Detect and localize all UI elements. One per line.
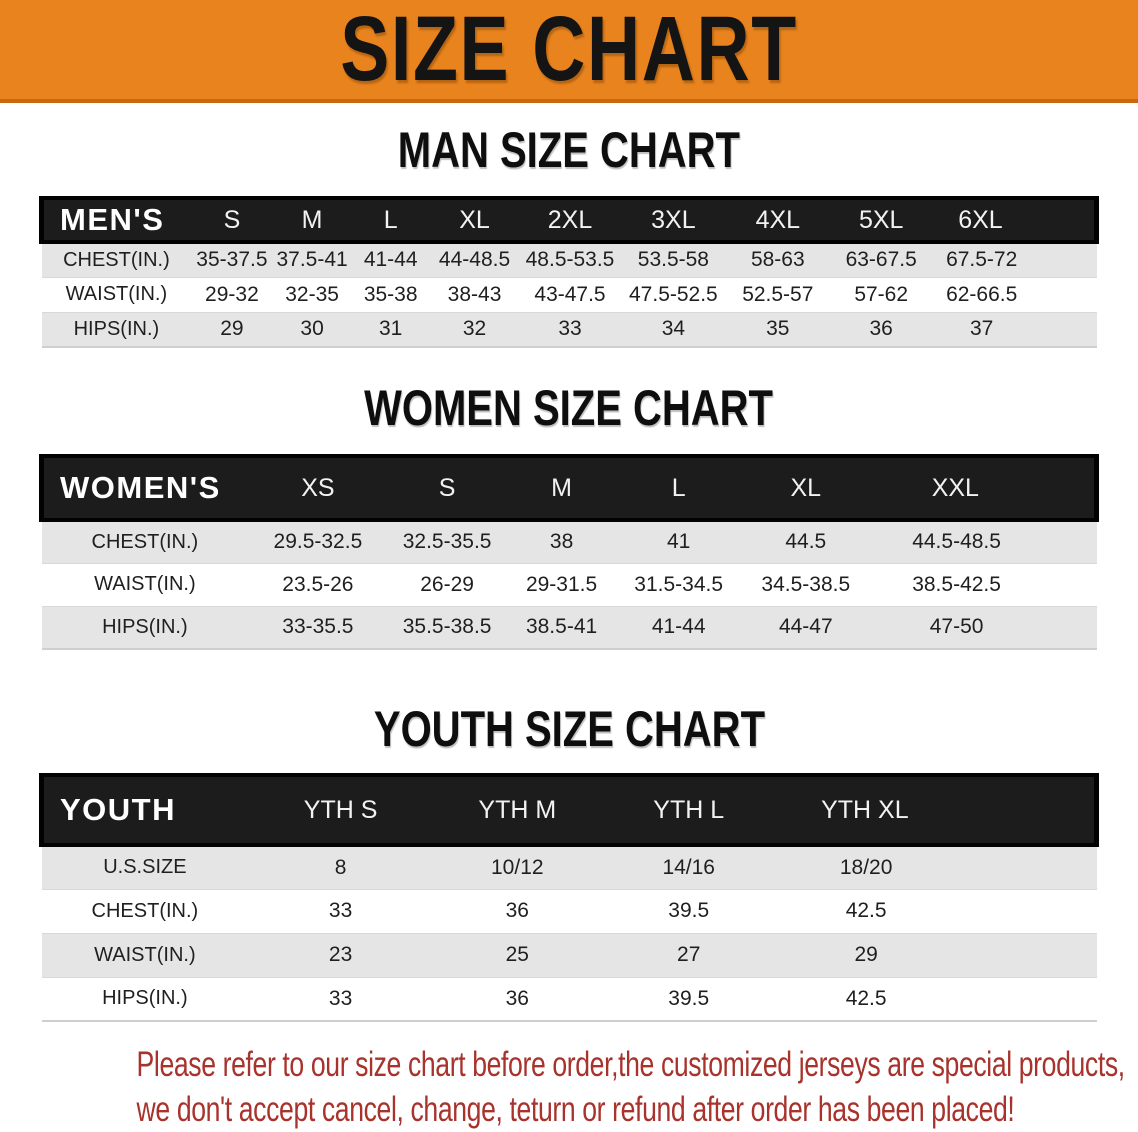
size-value-cell: 41: [616, 520, 740, 563]
table-row: [42, 520, 1097, 563]
youth-size-section: [0, 703, 1138, 1022]
size-column-header: 2XL: [519, 198, 620, 242]
men-size-section: [0, 124, 1138, 348]
size-value-cell: 47-50: [871, 606, 1097, 649]
measure-row-label: CHEST(IN.): [42, 520, 249, 563]
size-column-header: S: [388, 456, 507, 520]
size-value-cell: 33: [248, 889, 433, 933]
size-value-cell: 42.5: [776, 889, 1097, 933]
size-value-cell: 29-32: [191, 277, 272, 312]
size-column-header: 4XL: [726, 198, 829, 242]
size-column-header: L: [352, 198, 430, 242]
youth-size-table: [39, 773, 1099, 1022]
size-value-cell: 35-38: [352, 277, 430, 312]
size-value-cell: 57-62: [830, 277, 933, 312]
women-size-section: [0, 382, 1138, 650]
page-title: [0, 0, 1138, 99]
size-column-header: M: [507, 456, 617, 520]
size-column-header: XXL: [871, 456, 1097, 520]
measure-row-label: WAIST(IN.): [42, 277, 192, 312]
size-value-cell: 36: [433, 977, 602, 1021]
youth-section-title: YOUTH SIZE CHART: [373, 701, 765, 757]
measure-row-label: WAIST(IN.): [42, 563, 249, 606]
table-row: [42, 242, 1097, 277]
size-value-cell: 27: [602, 933, 776, 977]
size-value-cell: 35.5-38.5: [388, 606, 507, 649]
size-column-header: YTH M: [433, 775, 602, 845]
measure-row-label: CHEST(IN.): [42, 889, 249, 933]
size-value-cell: 33: [248, 977, 433, 1021]
women-size-table: [39, 454, 1099, 650]
size-value-cell: 31: [352, 312, 430, 347]
measure-row-label: HIPS(IN.): [42, 606, 249, 649]
size-value-cell: 67.5-72: [933, 242, 1097, 277]
size-column-header: YTH S: [248, 775, 433, 845]
table-row: [42, 606, 1097, 649]
table-row: [42, 889, 1097, 933]
table-row: [42, 277, 1097, 312]
size-value-cell: 47.5-52.5: [621, 277, 726, 312]
size-value-cell: 33-35.5: [248, 606, 387, 649]
table-row: [42, 312, 1097, 347]
size-value-cell: 14/16: [602, 845, 776, 889]
size-value-cell: 39.5: [602, 889, 776, 933]
size-value-cell: 36: [433, 889, 602, 933]
size-value-cell: 38-43: [430, 277, 520, 312]
size-value-cell: 35-37.5: [191, 242, 272, 277]
table-row: [42, 977, 1097, 1021]
size-value-cell: 37.5-41: [273, 242, 352, 277]
size-value-cell: 63-67.5: [830, 242, 933, 277]
size-column-header: XL: [430, 198, 520, 242]
women-section-title: WOMEN SIZE CHART: [364, 380, 774, 436]
size-value-cell: 37: [933, 312, 1097, 347]
size-value-cell: 33: [519, 312, 620, 347]
size-value-cell: 10/12: [433, 845, 602, 889]
table-header-row: [42, 775, 1097, 845]
size-column-header: L: [616, 456, 740, 520]
size-value-cell: 48.5-53.5: [519, 242, 620, 277]
size-column-header: M: [273, 198, 352, 242]
size-value-cell: 44.5-48.5: [871, 520, 1097, 563]
measure-row-label: U.S.SIZE: [42, 845, 249, 889]
size-value-cell: 41-44: [616, 606, 740, 649]
table-corner-label: YOUTH: [42, 775, 249, 845]
page-title-text: SIZE CHART: [340, 0, 798, 100]
size-value-cell: 38.5-41: [507, 606, 617, 649]
size-column-header: XL: [741, 456, 871, 520]
measure-row-label: WAIST(IN.): [42, 933, 249, 977]
disclaimer-line-1: Please refer to our size chart before order,the customized jerseys are special products,: [136, 1045, 1125, 1084]
disclaimer-text: [0, 1042, 1138, 1132]
size-value-cell: 34: [621, 312, 726, 347]
table-row: [42, 845, 1097, 889]
size-value-cell: 52.5-57: [726, 277, 829, 312]
size-value-cell: 32.5-35.5: [388, 520, 507, 563]
table-corner-label: MEN'S: [42, 198, 192, 242]
size-value-cell: 32-35: [273, 277, 352, 312]
size-value-cell: 23.5-26: [248, 563, 387, 606]
table-row: [42, 563, 1097, 606]
measure-row-label: HIPS(IN.): [42, 312, 192, 347]
size-value-cell: 44.5: [741, 520, 871, 563]
size-column-header: 6XL: [933, 198, 1097, 242]
size-value-cell: 38: [507, 520, 617, 563]
size-value-cell: 58-63: [726, 242, 829, 277]
size-column-header: YTH L: [602, 775, 776, 845]
size-value-cell: 42.5: [776, 977, 1097, 1021]
disclaimer-line-2: we don't accept cancel, change, teturn or refund after order has been placed!: [136, 1090, 1015, 1129]
size-value-cell: 44-47: [741, 606, 871, 649]
table-header-row: [42, 198, 1097, 242]
size-value-cell: 38.5-42.5: [871, 563, 1097, 606]
size-value-cell: 36: [830, 312, 933, 347]
size-value-cell: 32: [430, 312, 520, 347]
size-chart-banner: [0, 0, 1138, 103]
size-value-cell: 43-47.5: [519, 277, 620, 312]
measure-row-label: CHEST(IN.): [42, 242, 192, 277]
size-value-cell: 35: [726, 312, 829, 347]
size-column-header: S: [191, 198, 272, 242]
measure-row-label: HIPS(IN.): [42, 977, 249, 1021]
size-value-cell: 26-29: [388, 563, 507, 606]
size-value-cell: 62-66.5: [933, 277, 1097, 312]
size-value-cell: 44-48.5: [430, 242, 520, 277]
size-column-header: YTH XL: [776, 775, 1097, 845]
size-column-header: 3XL: [621, 198, 726, 242]
size-value-cell: 29: [776, 933, 1097, 977]
size-value-cell: 41-44: [352, 242, 430, 277]
size-value-cell: 29: [191, 312, 272, 347]
table-corner-label: WOMEN'S: [42, 456, 249, 520]
size-value-cell: 30: [273, 312, 352, 347]
size-column-header: 5XL: [830, 198, 933, 242]
table-row: [42, 933, 1097, 977]
size-value-cell: 23: [248, 933, 433, 977]
size-value-cell: 34.5-38.5: [741, 563, 871, 606]
size-value-cell: 31.5-34.5: [616, 563, 740, 606]
men-section-title: MAN SIZE CHART: [397, 122, 741, 178]
size-value-cell: 18/20: [776, 845, 1097, 889]
men-size-table: [39, 196, 1099, 348]
size-value-cell: 39.5: [602, 977, 776, 1021]
size-value-cell: 8: [248, 845, 433, 889]
table-header-row: [42, 456, 1097, 520]
size-column-header: XS: [248, 456, 387, 520]
size-value-cell: 53.5-58: [621, 242, 726, 277]
size-value-cell: 29.5-32.5: [248, 520, 387, 563]
size-value-cell: 25: [433, 933, 602, 977]
size-value-cell: 29-31.5: [507, 563, 617, 606]
